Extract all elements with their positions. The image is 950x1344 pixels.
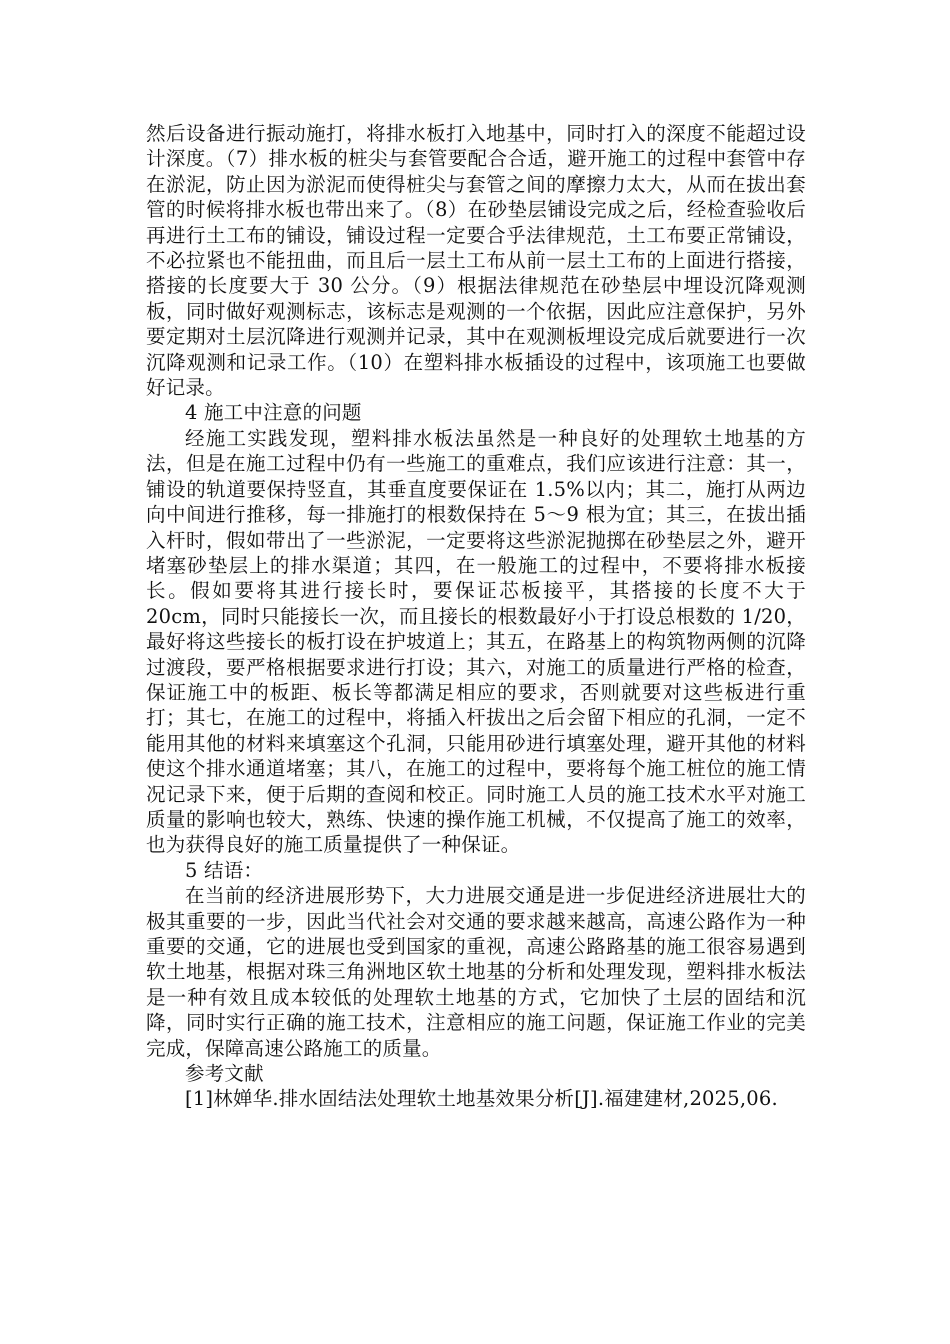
section-heading-4: 4 施工中注意的问题: [185, 401, 362, 425]
references-heading: 参考文献: [185, 1062, 264, 1086]
paragraph-conclusion: 在当前的经济进展形势下，大力进展交通是进一步促进经济进展壮大的极其重要的一步，因此当代社会对交通的要求越来越高，高速公路作为一种重要的交通，它的进展也受到国家的重视，高速公路路基的施工很容易遇到软土地基，根据对珠三角洲地区软土地基的分析和处理发现，塑料排水板法是一种有效且成本较低的处理软土地基的方式，它加快了土层的固结和沉降，同时实行正确的施工技术，注意相应的施工问题，保证施工作业的完美完成，保障高速公路施工的质量。: [146, 884, 806, 1060]
paragraph-construction-issues: 经施工实践发现，塑料排水板法虽然是一种良好的处理软土地基的方法，但是在施工过程中仍有一些施工的重难点，我们应该进行注意：其一，铺设的轨道要保持竖直，其垂直度要保证在 1.5%以内；其二，施打从两边向中间进行推移，每一排施打的根数保持在 5～9 根为宜；其三，在拔出插入杆时，假如带出了一些淤泥，一定要将这些淤泥抛掷在砂垫层之外，避开堵塞砂垫层上的排水渠道；其四，在一般施工的过程中，不要将排水板接长。假如要将其进行接长时，要保证芯板接平，其搭接的长度不大于 20cm，同时只能接长一次，而且接长的根数最好小于打设总根数的 1/20，最好将这些接长的板打设在护坡道上；其五，在路基上的构筑物两侧的沉降过渡段，要严格根据要求进行打设；其六，对施工的质量进行严格的检查，保证施工中的板距、板长等都满足相应的要求，否则就要对这些板进行重打；其七，在施工的过程中，将插入杆拔出之后会留下相应的孔洞，一定不能用其他的材料来填塞这个孔洞，只能用砂进行填塞处理，避开其他的材料使这个排水通道堵塞；其八，在施工的过程中，要将每个施工桩位的施工情况记录下来，便于后期的查阅和校正。同时施工人员的施工技术水平对施工质量的影响也较大，熟练、快速的操作施工机械，不仅提高了施工的效率，也为获得良好的施工质量提供了一种保证。: [146, 426, 806, 857]
section-heading-5: 5 结语：: [185, 858, 264, 882]
reference-item-1: [1]林婵华.排水固结法处理软土地基效果分析[J].福建建材,2025,06.: [185, 1087, 778, 1111]
document-page: [146, 121, 806, 1112]
paragraph-continuation: 然后设备进行振动施打，将排水板打入地基中，同时打入的深度不能超过设计深度。（7）排水板的桩尖与套管要配合合适，避开施工的过程中套管中存在淤泥，防止因为淤泥而使得桩尖与套管之间的摩擦力太大，从而在拔出套管的时候将排水板也带出来了。（8）在砂垫层铺设完成之后，经检查验收后再进行土工布的铺设，铺设过程一定要合乎法律规范，土工布要正常铺设，不必拉紧也不能扭曲，而且后一层土工布从前一层土工布的上面进行搭接，搭接的长度要大于 30 公分。（9）根据法律规范在砂垫层中埋设沉降观测板，同时做好观测标志，该标志是观测的一个依据，因此应注意保护，另外要定期对土层沉降进行观测并记录，其中在观测板埋设完成后就要进行一次沉降观测和记录工作。（10）在塑料排水板插设的过程中，该项施工也要做好记录。: [146, 122, 806, 400]
